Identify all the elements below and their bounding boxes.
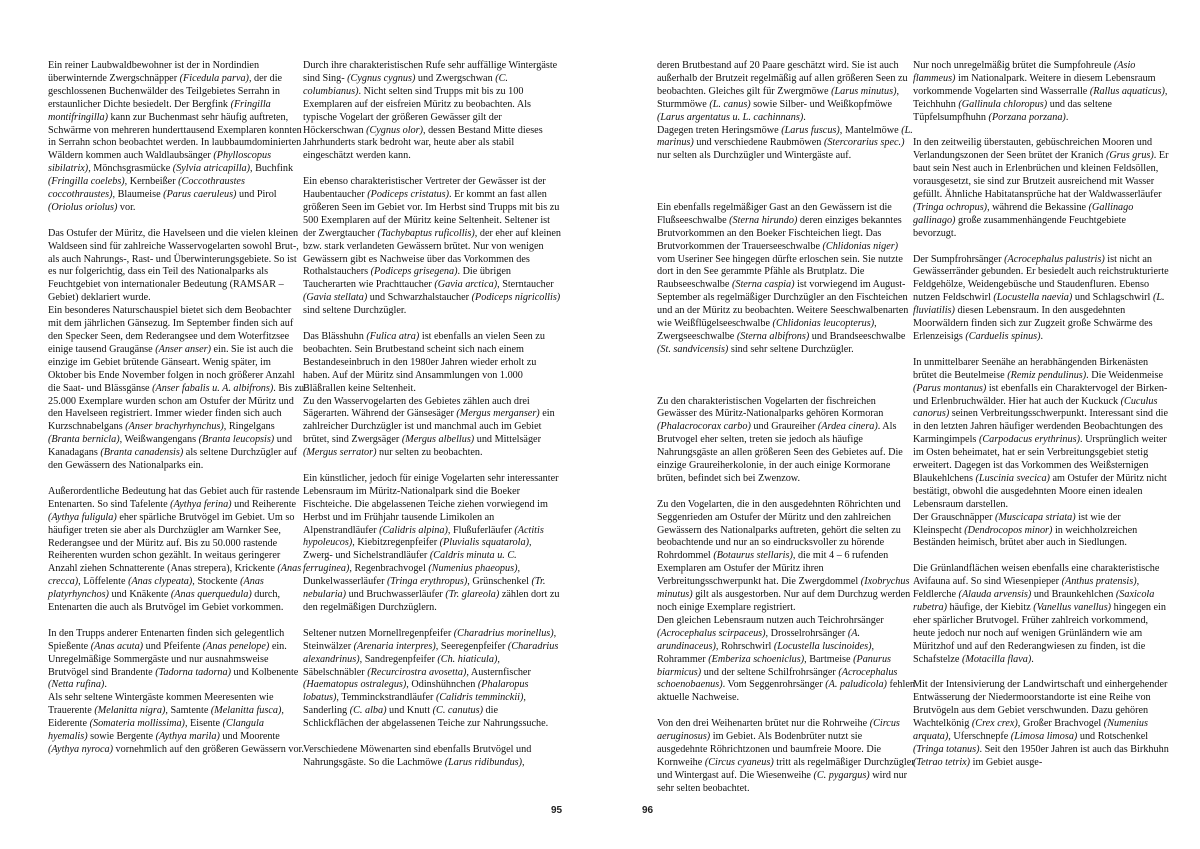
- paragraph: Mit der Intensivierung der Landwirtschaft und einhergehender Entwässerung der Niedermoorstandorte ist eine Reihe von Brutvögeln aus dem Gebiet verschwunden. Dazu gehören Wachtelkönig (Crex crex), Großer Brachvogel (Numenius arquata), Uferschnepfe (Limosa limosa) und Rotschenkel (Tringa totanus). Seit den 1950er Jahren ist auch das Birkhuhn (Tetrao tetrix) im Gebiet ausge-: [913, 679, 1169, 768]
- paragraph: Ein ebenfalls regelmäßiger Gast an den Gewässern ist die Flußseeschwalbe (Sterna hirundo) deren einziges bekanntes Brutvorkommen an den Boeker Fischteichen liegt. Das Brutvorkommen der Trauerseeschwalbe (Chlidonias niger) vom Useriner See hingegen dürfte erloschen sein. Sie nutzte dort in den See gerammte Pfähle als Brutplatz. Die Raubseeschwalbe (Sterna caspia) ist vorwiegend im August-September als regelmäßiger Durchzügler an den Fischteichen und an der Müritz zu beobachten. Weitere Seeschwalbenarten wie Weißflügelseeschwalbe (Chlidonias leucopterus), Zwergseeschwalbe (Sterna albifrons) und Brandseeschwalbe (St. sandvicensis) sind sehr seltene Durchzügler.: [657, 201, 909, 355]
- text-column-2: [303, 60, 561, 785]
- paragraph: Nur noch unregelmäßig brütet die Sumpfohreule (Asio flammeus) im Nationalpark. Weitere in diesem Lebensraum vorkommende Vogelarten sind Wasserralle (Rallus aquaticus), Teichhuhn (Gallinula chloropus) und das seltene Tüpfelsumpfhuhn (Porzana porzana).: [913, 60, 1168, 123]
- paragraph: Das Ostufer der Müritz, die Havelseen und die vielen kleinen Waldseen sind für zahlreiche Wasservogelarten sowohl Brut-, als auch Nahrungs-, Rast- und Überwinterungsgebiete. So ist es nur folgerichtig, dass ein Teil des Nationalparks als Feuchtgebiet von internationaler Bedeutung (RAMSAR – Gebiet) deklariert wurde. Ein besonderes Naturschauspiel bietet sich dem Beobachter mit dem jährlichen Gänsezug. Im September finden sich auf den Specker Seen, dem Rederangsee und dem Woterfitzsee einige tausend Graugänse (Anser anser) ein. Sie ist auch die einzige im Gebiet brütende Gänseart. Wenig später, im Oktober bis Ende November folgen in noch größerer Anzahl die Saat- und Blässgänse (Anser fabalis u. A. albifrons). Bis zu 25.000 Exemplare wurden schon am Ostufer der Müritz und den Havelseen registriert. Immer wieder finden sich auch Kurzschnabelgans (Anser brachyrhynchus), Ringelgans (Branta bernicla), Weißwangengans (Branta leucopsis) und Kanadagans (Branta canadensis) als seltene Durchzügler auf den Gewässern des Nationalparks ein.: [48, 227, 305, 472]
- paragraph: Die Grünlandflächen weisen ebenfalls eine charakteristische Avifauna auf. So sind Wiesenpieper (Anthus pratensis), Feldlerche (Alauda arvensis) und Braunkehlchen (Saxicola rubetra) häufige, der Kiebitz (Vanellus vanellus) hingegen ein eher spärlicher Brutvogel. Früher zahlreich vorkommend, heute jedoch nur noch auf wenigen Grünländern wie am Müritzhof und auf den Rederangwiesen zu finden, ist die Schafstelze (Motacilla flava).: [913, 563, 1166, 665]
- paragraph: In den zeitweilig überstauten, gebüschreichen Mooren und Verlandungszonen der Seen brütet der Kranich (Grus grus). Er baut sein Nest auch in Erlenbrüchen und kleinen Feldsöllen, vorausgesetzt, sie sind zur Brutzeit ausreichend mit Wasser gefüllt. Ähnliche Habitatansprüche hat der Waldwasserläufer (Tringa ochropus), während die Bekassine (Gallinago gallinago) große zusammenhängende Feuchtgebiete bevorzugt.: [913, 137, 1169, 239]
- paragraph: In unmittelbarer Seenähe an herabhängenden Birkenästen brütet die Beutelmeise (Remiz pendulinus). Die Weidenmeise (Parus montanus) ist ebenfalls ein Charaktervogel der Birken- und Erlenbruchwälder. Hier hat auch der Kuckuck (Cuculus canorus) seinen Verbreitungsschwerpunkt. Interessant sind die in den letzten Jahren häufiger werdenden Beobachtungen des Karmingimpels (Carpodacus erythrinus). Ursprünglich weiter im Osten beheimatet, hat er sein Verbreitungsgebiet stetig erweitert. Dagegen ist das Vorkommen des Weißsternigen Blaukehlchens (Luscinia svecica) am Ostufer der Müritz nicht bestätigt, obwohl die ausgedehnten Moore einen idealen Lebensraum darstellen. Der Grauschnäpper (Muscicapa striata) ist wie der Kleinspecht (Dendrocopos minor) in weichholzreichen Beständen heimisch, brütet aber auch in Siedlungen.: [913, 356, 1169, 549]
- paragraph: Der Sumpfrohrsänger (Acrocephalus palustris) ist nicht an Gewässerränder gebunden. Er besiedelt auch reichstrukturierte Feldgehölze, Weidengebüsche und Staudenfluren. Ebenso nutzen Feldschwirl (Locustella naevia) und Schlagschwirl (L. fluviatilis) diesen Lebensraum. In den ausgedehnten Moorwäldern finden sich zur Zugzeit große Schwärme des Erlenzeisigs (Carduelis spinus).: [913, 253, 1169, 342]
- paragraph: Verschiedene Möwenarten sind ebenfalls Brutvögel und Nahrungsgäste. So die Lachmöwe (Larus ridibundus),: [303, 743, 532, 768]
- paragraph: Außerordentliche Bedeutung hat das Gebiet auch für rastende Entenarten. So sind Tafelente (Aythya ferina) und Reiherente (Aythya fuligula) eher spärliche Brutvögel im Gebiet. Um so häufiger treten sie aber als Durchzügler am Warnker See, Rederangsee und der Müritz auf. Bis zu 50.000 rastende Reiherenten wurden schon gezählt. In weitaus geringerer Anzahl ziehen Schnatterente (Anas strepera), Krickente (Anas crecca), Löffelente (Anas clypeata), Stockente (Anas platyrhynchos) und Knäkente (Anas querquedula) durch, Entenarten die auch als Brutvögel im Gebiet vorkommen.: [48, 485, 302, 614]
- paragraph: deren Brutbestand auf 20 Paare geschätzt wird. Sie ist auch außerhalb der Brutzeit regelmäßig auf allen größeren Seen zu beobachten. Gleiches gilt für Zwergmöwe (Larus minutus), Sturmmöwe (L. canus) sowie Silber- und Weißkopfmöwe (Larus argentatus u. L. cachinnans). Dagegen treten Heringsmöwe (Larus fuscus), Mantelmöwe (L. marinus) und verschiedene Raubmöwen (Stercorarius spec.) nur selten als Durchzügler und Wintergäste auf.: [657, 60, 913, 162]
- page-number-left: 95: [551, 805, 563, 816]
- paragraph: Ein reiner Laubwaldbewohner ist der in Nordindien überwinternde Zwergschnäpper (Ficedula parva), der die geschlossenen Buchenwälder des Teilgebietes Serrahn in erstaunlicher Dichte besiedelt. Der Bergfink (Fringilla montifringilla) kann zur Buchenmast sehr häufig auftreten, Schwärme von mehreren hunderttausend Exemplaren konnten in Serrahn schon beobachtet werden. In laubbaumdominierten Wäldern kommen auch Waldlaubsänger (Phylloscopus sibilatrix), Mönchsgrasmücke (Sylvia atricapilla), Buchfink (Fringilla coelebs), Kernbeißer (Coccothraustes coccothraustes), Blaumeise (Parus caeruleus) und Pirol (Oriolus oriolus) vor.: [48, 60, 302, 213]
- paragraph: Durch ihre charakteristischen Rufe sehr auffällige Wintergäste sind Sing- (Cygnus cygnus) und Zwergschwan (C. columbianus). Nicht selten sind Trupps mit bis zu 100 Exemplaren auf der eisfreien Müritz zu beobachten. Als typische Vogelart der größeren Gewässer gilt der Höckerschwan (Cygnus olor), dessen Bestand Mitte dieses Jahrhunderts stark bedroht war, heute aber als stabil eingeschätzt werden kann.: [303, 60, 558, 162]
- paragraph: Seltener nutzen Mornellregenpfeifer (Charadrius morinellus), Steinwälzer (Arenaria interpres), Seeregenpfeifer (Charadrius alexandrinus), Sandregenpfeifer (Ch. hiaticula), Säbelschnäbler (Recurcirostra avosetta), Austernfischer (Haematopus ostralegus), Odinshühnchen (Phalaropus lobatus), Temminckstrandläufer (Calidris temminckii), Sanderling (C. alba) und Knutt (C. canutus) die Schlickflächen der abgelassenen Teiche zur Nahrungssuche.: [303, 627, 559, 730]
- paragraph: Ein künstlicher, jedoch für einige Vogelarten sehr interessanter Lebensraum im Müritz-Nationalpark sind die Boeker Fischteiche. Die abgelassenen Teiche ziehen vorwiegend im Herbst und im Frühjahr tausende Limikolen an Alpenstrandläufer (Calidris alpina), Flußuferläufer (Actitis hypoleucos), Kiebitzregenpfeifer (Pluvialis squatarola), Zwerg- und Sichelstrandläufer (Caldris minuta u. C. ferruginea), Regenbrachvogel (Numenius phaeopus), Dunkelwasserläufer (Tringa erythropus), Grünschenkel (Tr. nebularia) und Bruchwasserläufer (Tr. glareola) zählen dort zu den regelmäßigen Durchzüglern.: [303, 472, 560, 614]
- paragraph: In den Trupps anderer Entenarten finden sich gelegentlich Spießente (Anas acuta) und Pfeifente (Anas penelope) ein. Unregelmäßige Sommergäste und nur ausnahmsweise Brutvögel sind Brandente (Tadorna tadorna) und Kolbenente (Netta rufina). Als sehr seltene Wintergäste kommen Meeresenten wie Trauerente (Melanitta nigra), Samtente (Melanitta fusca), Eiderente (Somateria mollissima), Eisente (Clangula hyemalis) sowie Bergente (Aythya marila) und Moorente (Aythya nyroca) vornehmlich auf den größeren Gewässern vor.: [48, 627, 304, 755]
- text-column-1: [48, 60, 306, 785]
- text-column-3: [657, 60, 915, 794]
- paragraph: Zu den Vogelarten, die in den ausgedehnten Röhrichten und Seggenrieden am Ostufer der Müritz und den zahlreichen Gewässern des Nationalparks auftreten, gehört die selten zu beobachtende und nur an so eindrucksvoller zu hörende Rohrdommel (Botaurus stellaris), die mit 4 – 6 rufenden Exemplaren am Ostufer der Müritz ihren Verbreitungsschwerpunkt hat. Die Zwergdommel (Ixobrychus minutus) gilt als ausgestorben. Nur auf dem Durchzug werden noch einige Exemplare registriert. Den gleichen Lebensraum nutzen auch Teichrohrsänger (Acrocephalus scirpaceus), Drosselrohrsänger (A. arundinaceus), Rohrschwirl (Locustella luscinoides), Rohrammer (Emberiza schoeniclus), Bartmeise (Panurus biarmicus) und der seltene Schilfrohrsänger (Acrocephalus schoenobaenus). Vom Seggenrohrsänger (A. paludicola) fehlen aktuelle Nachweise.: [657, 498, 915, 704]
- paragraph: Von den drei Weihenarten brütet nur die Rohrweihe (Circus aeruginosus) im Gebiet. Als Bodenbrüter nutzt sie ausgedehnte Röhrichtzonen und baumfreie Moore. Die Kornweihe (Circus cyaneus) tritt als regelmäßiger Durchzügler und Wintergast auf. Die Wiesenweihe (C. pygargus) wird nur sehr selten beobachtet.: [657, 718, 915, 794]
- text-column-4: [913, 60, 1171, 785]
- paragraph: Das Blässhuhn (Fulica atra) ist ebenfalls an vielen Seen zu beobachten. Sein Brutbestand scheint sich nach einem Bestandeseinbruch in den 1980er Jahren wieder erholt zu haben. Auf der Müritz sind Ansammlungen von 1.000 Bläßrallen keine Seltenheit. Zu den Wasservogelarten des Gebietes zählen auch drei Sägerarten. Während der Gänsesäger (Mergus merganser) ein zahlreicher Durchzügler ist und manchmal auch im Gebiet brütet, sind Zwergsäger (Mergus albellus) und Mittelsäger (Mergus serrator) nur selten zu beobachten.: [303, 331, 555, 459]
- paragraph: Zu den charakteristischen Vogelarten der fischreichen Gewässer des Müritz-Nationalparks gehören Kormoran (Phalacrocorax carbo) und Graureiher (Ardea cinera). Als Brutvogel eher selten, treten sie jedoch als häufige Nahrungsgäste an allen größeren Seen des Gebietes auf. Die einzige Graureiherkolonie, in der auch einige Kormorane brüten, befindet sich bei Zwenzow.: [657, 395, 903, 484]
- page-number-right: 96: [642, 805, 654, 816]
- paragraph: Ein ebenso charakteristischer Vertreter der Gewässer ist der Haubentaucher (Podiceps cristatus). Er kommt an fast allen größeren Seen im Gebiet vor. Im Herbst sind Trupps mit bis zu 500 Exemplaren auf der Müritz keine Seltenheit. Seltener ist der Zwergtaucher (Tachybaptus ruficollis), der eher auf kleinen bzw. stark verlandeten Gewässern brütet. Nur von wenigen Gewässern gibt es Nachweise über das Vorkommen des Rothalstauchers (Podiceps grisegena). Die übrigen Taucherarten wie Prachttaucher (Gavia arctica), Sterntaucher (Gavia stellata) und Schwarzhalstaucher (Podiceps nigricollis) sind seltene Durchzügler.: [303, 176, 562, 317]
